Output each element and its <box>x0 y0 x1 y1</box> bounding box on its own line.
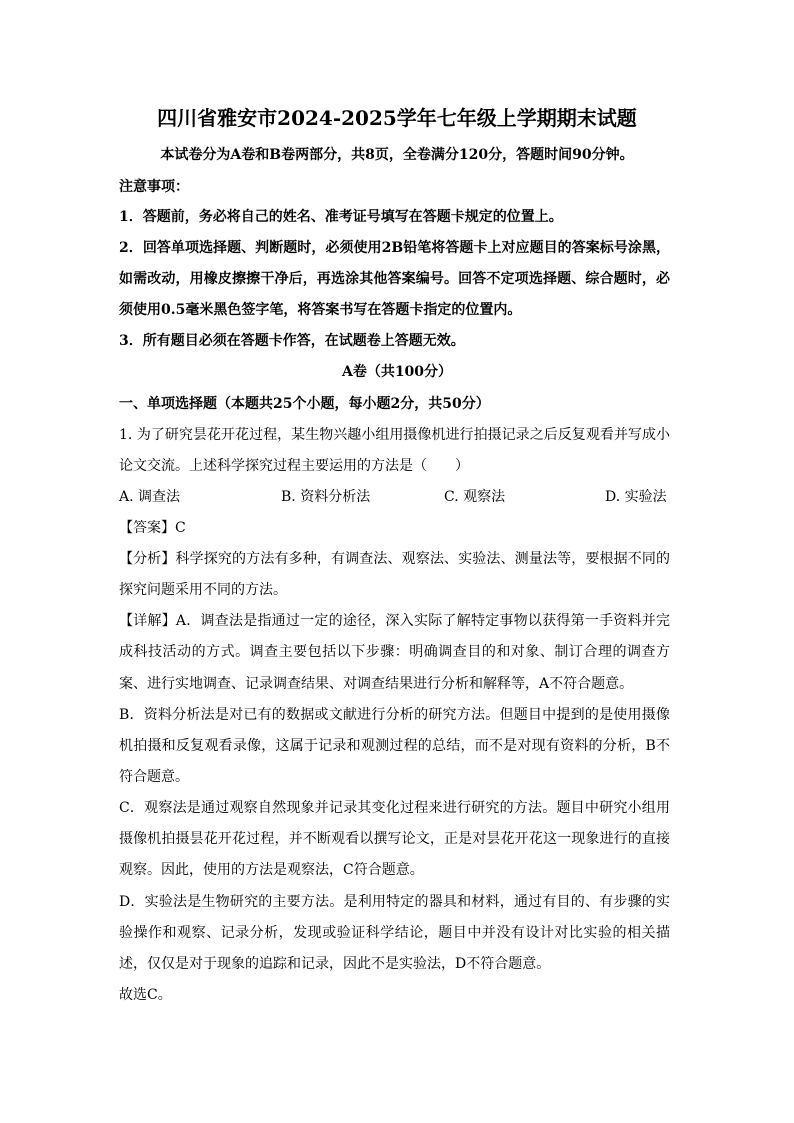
exam-intro: 本试卷分为A卷和B卷两部分，共8页，全卷满分120分，答题时间90分钟。 <box>160 147 634 163</box>
detail-line-4: B．资料分析法是对已有的数据或文献进行分析的研究方法。但题目中提到的是使用摄像 <box>119 707 670 723</box>
answer-line: 【答案】C <box>119 520 186 536</box>
question-options <box>119 487 670 507</box>
notice-line-1: 1．答题前，务必将自己的姓名、准考证号填写在答题卡规定的位置上。 <box>119 209 563 225</box>
detail-line-2: 成科技活动的方式。调查主要包括以下步骤：明确调查目的和对象、制订合理的调查方 <box>119 644 670 660</box>
option-c: C. 观察法 <box>444 489 506 505</box>
detail-line-1: 【详解】A．调查法是指通过一定的途径，深入实际了解特定事物以获得第一手资料并完 <box>119 613 670 629</box>
detail-line-10: D．实验法是生物研究的主要方法。是利用特定的器具和材料，通过有目的、有步骤的实 <box>119 894 670 910</box>
notice-heading: 注意事项： <box>119 179 189 195</box>
detail-line-9: 观察。因此，使用的方法是观察法，C符合题意。 <box>119 862 424 878</box>
part-title: A卷（共100分） <box>341 364 453 380</box>
question-stem-line-2: 论文交流。上述科学探究过程主要运用的方法是（ ） <box>119 458 469 474</box>
detail-line-5: 机拍摄和反复观看录像，这属于记录和观测过程的总结，而不是对现有资料的分析，B不 <box>119 738 670 754</box>
detail-line-7: C．观察法是通过观察自然现象并记录其变化过程来进行研究的方法。题目中研究小组用 <box>119 800 670 816</box>
detail-line-3: 案、进行实地调查、记录调查结果、对调查结果进行分析和解释等，A不符合题意。 <box>119 676 634 692</box>
detail-line-12: 述，仅仅是对于现象的追踪和记录，因此不是实验法，D不符合题意。 <box>119 956 551 972</box>
option-d: D. 实验法 <box>605 489 667 505</box>
conclusion-line: 故选C。 <box>119 987 172 1003</box>
option-a: A. 调查法 <box>119 489 181 505</box>
analysis-line-2: 探究问题采用不同的方法。 <box>119 582 287 598</box>
option-b: B. 资料分析法 <box>281 489 371 505</box>
detail-line-6: 符合题意。 <box>119 769 189 785</box>
notice-line-2: 2．回答单项选择题、判断题时，必须使用2B铅笔将答题卡上对应题目的答案标号涂黑， <box>119 240 670 256</box>
section-heading: 一、单项选择题（本题共25个小题，每小题2分，共50分） <box>119 396 490 412</box>
detail-line-11: 验操作和观察、记录分析，发现或验证科学结论，题目中并没有设计对比实验的相关描 <box>119 925 670 941</box>
page-title: 四川省雅安市2024-2025学年七年级上学期期末试题 <box>157 106 637 130</box>
notice-line-3: 如需改动，用橡皮擦擦干净后，再选涂其他答案编号。回答不定项选择题、综合题时，必 <box>119 271 670 287</box>
analysis-line-1: 【分析】科学探究的方法有多种，有调查法、观察法、实验法、测量法等，要根据不同的 <box>119 551 670 567</box>
detail-line-8: 摄像机拍摄昙花开花过程，并不断观看以撰写论文，正是对昙花开花这一现象进行的直接 <box>119 831 670 847</box>
notice-line-4: 须使用0.5毫米黑色签字笔，将答案书写在答题卡指定的位置内。 <box>119 302 522 318</box>
notice-line-5: 3．所有题目必须在答题卡作答，在试题卷上答题无效。 <box>119 333 465 349</box>
question-stem-line-1: 1. 为了研究昙花开花过程，某生物兴趣小组用摄像机进行拍摄记录之后反复观看并写成小 <box>119 427 670 443</box>
